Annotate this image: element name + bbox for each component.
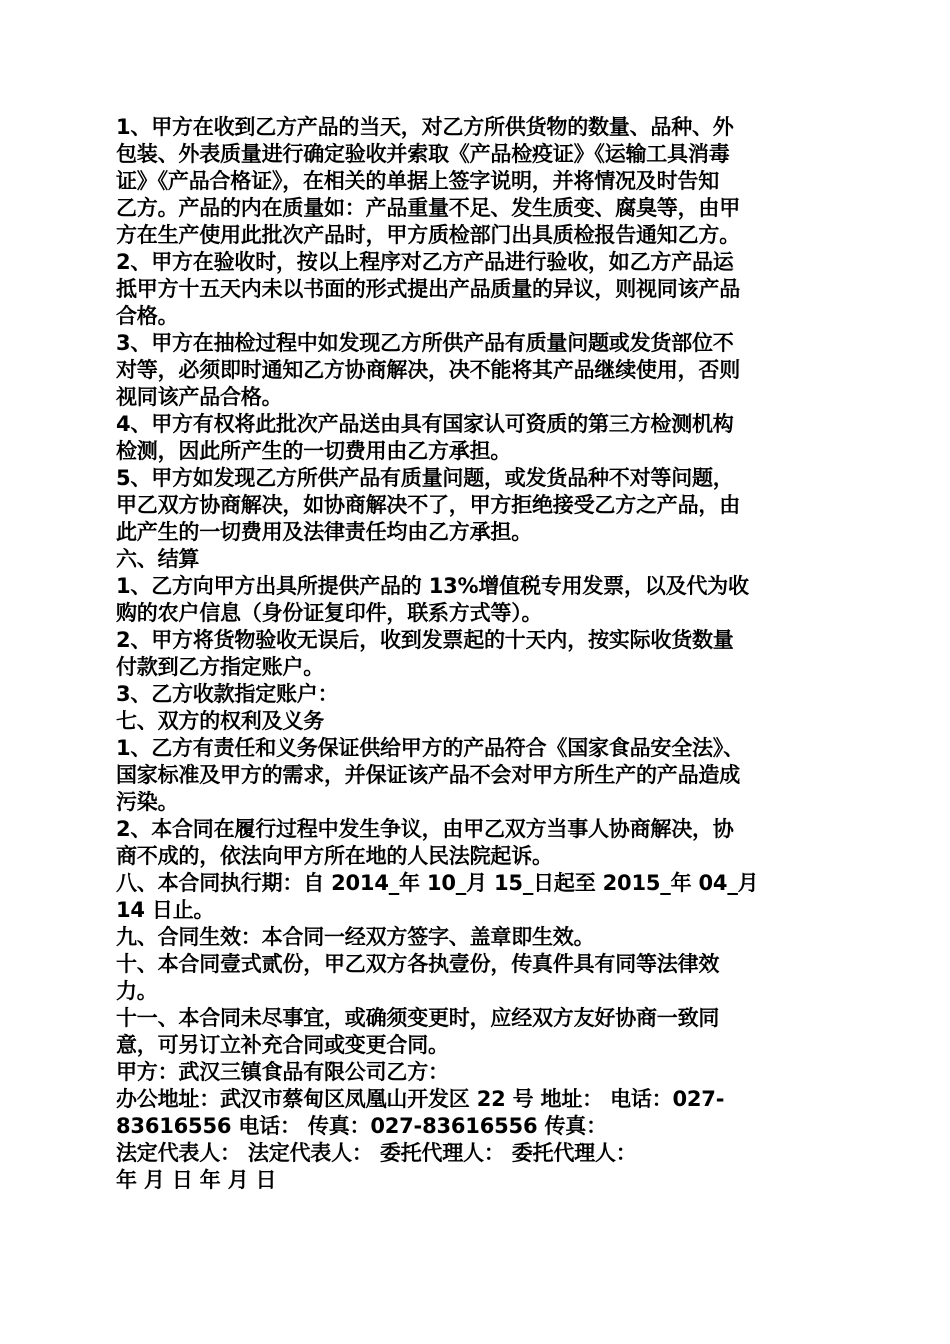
text-line: 购的农户信息（身份证复印件，联系方式等）。 bbox=[116, 601, 543, 625]
date-line: 年 月 日 年 月 日 bbox=[116, 1168, 277, 1192]
section-heading-rights: 七、双方的权利及义务 bbox=[116, 709, 324, 733]
section-heading-copies: 十、本合同壹式贰份，甲乙双方各执壹份，传真件具有同等法律效 bbox=[116, 952, 720, 976]
text-line: 5、甲方如发现乙方所供产品有质量问题，或发货品种不对等问题， bbox=[116, 466, 734, 490]
text-line: 证》《产品合格证》，在相关的单据上签字说明，并将情况及时告知 bbox=[116, 169, 719, 193]
section-heading-term: 八、本合同执行期：自 2014_年 10_月 15_日起至 2015_年 04_月 bbox=[116, 871, 759, 895]
section-heading-settlement: 六、结算 bbox=[116, 547, 200, 571]
text-line: 力。 bbox=[116, 979, 158, 1003]
text-line: 合格。 bbox=[116, 304, 179, 328]
text-line: 包装、外表质量进行确定验收并索取《产品检疫证》《运输工具消毒 bbox=[116, 142, 730, 166]
section-heading-misc: 十一、本合同未尽事宜，或确须变更时，应经双方友好协商一致同 bbox=[116, 1006, 720, 1030]
text-line: 污染。 bbox=[116, 790, 179, 814]
text-line: 2、甲方将货物验收无误后，收到发票起的十天内，按实际收货数量 bbox=[116, 628, 734, 652]
text-line: 商不成的，依法向甲方所在地的人民法院起诉。 bbox=[116, 844, 553, 868]
representative-line: 法定代表人： 法定代表人： 委托代理人： 委托代理人： bbox=[116, 1141, 637, 1165]
text-line: 甲乙双方协商解决，如协商解决不了，甲方拒绝接受乙方之产品，由 bbox=[116, 493, 740, 517]
contact-line: 83616556 电话： 传真：027-83616556 传真： bbox=[116, 1114, 607, 1138]
text-line: 3、乙方收款指定账户： bbox=[116, 682, 339, 706]
text-line: 检测，因此所产生的一切费用由乙方承担。 bbox=[116, 439, 512, 463]
text-line: 3、甲方在抽检过程中如发现乙方所供产品有质量问题或发货部位不 bbox=[116, 331, 734, 355]
text-line: 对等，必须即时通知乙方协商解决，决不能将其产品继续使用，否则 bbox=[116, 358, 740, 382]
contract-page bbox=[116, 114, 840, 1194]
text-line: 1、乙方有责任和义务保证供给甲方的产品符合《国家食品安全法》、 bbox=[116, 736, 744, 760]
text-line: 视同该产品合格。 bbox=[116, 385, 283, 409]
text-line: 1、乙方向甲方出具所提供产品的 13%增值税专用发票，以及代为收 bbox=[116, 574, 749, 598]
text-line: 4、甲方有权将此批次产品送由具有国家认可资质的第三方检测机构 bbox=[116, 412, 734, 436]
text-line: 此产生的一切费用及法律责任均由乙方承担。 bbox=[116, 520, 532, 544]
text-line: 付款到乙方指定账户。 bbox=[116, 655, 324, 679]
text-line: 方在生产使用此批次产品时，甲方质检部门出具质检报告通知乙方。 bbox=[116, 223, 740, 247]
text-line: 2、本合同在履行过程中发生争议，由甲乙双方当事人协商解决，协 bbox=[116, 817, 734, 841]
address-line: 办公地址：武汉市蔡甸区凤凰山开发区 22 号 地址： 电话：027- bbox=[116, 1087, 725, 1111]
text-line: 乙方。产品的内在质量如：产品重量不足、发生质变、腐臭等，由甲 bbox=[116, 196, 740, 220]
text-line: 14 日止。 bbox=[116, 898, 215, 922]
text-line: 2、甲方在验收时，按以上程序对乙方产品进行验收，如乙方产品运 bbox=[116, 250, 734, 274]
text-line: 抵甲方十五天内未以书面的形式提出产品质量的异议，则视同该产品 bbox=[116, 277, 740, 301]
text-line: 意，可另订立补充合同或变更合同。 bbox=[116, 1033, 449, 1057]
text-line: 国家标准及甲方的需求，并保证该产品不会对甲方所生产的产品造成 bbox=[116, 763, 740, 787]
party-line: 甲方：武汉三镇食品有限公司乙方： bbox=[116, 1060, 449, 1084]
section-heading-effect: 九、合同生效：本合同一经双方签字、盖章即生效。 bbox=[116, 925, 595, 949]
text-line: 1、甲方在收到乙方产品的当天，对乙方所供货物的数量、品种、外 bbox=[116, 115, 734, 139]
